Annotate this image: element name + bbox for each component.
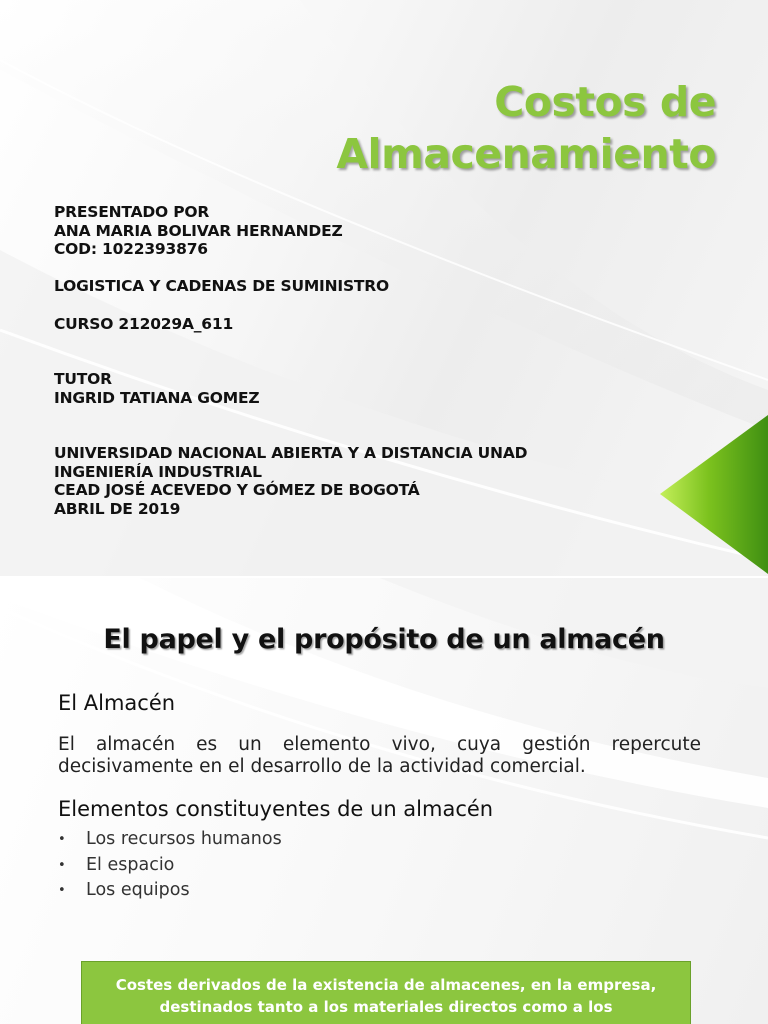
tutor-name: INGRID TATIANA GOMEZ (54, 388, 260, 407)
almacen-description: El almacén es un elemento vivo, cuya gestión repercute decisivamente en el desarrollo de la actividad comercial. (58, 734, 701, 777)
tutor-label: TUTOR (54, 370, 112, 388)
list-item (58, 853, 282, 879)
bullet-icon: • (58, 883, 66, 898)
presenter-block (54, 203, 343, 259)
list-item (58, 878, 282, 904)
title-line-2: Almacenamiento (336, 130, 716, 178)
institution-block (54, 444, 527, 518)
tutor-block (54, 370, 259, 407)
course-block (54, 315, 233, 334)
costs-callout-box (81, 961, 691, 1024)
university-name: UNIVERSIDAD NACIONAL ABIERTA Y A DISTANCIA UNAD (54, 444, 528, 462)
bullet-icon: • (58, 832, 66, 847)
list-item-text: Los equipos (86, 880, 190, 900)
presenter-code: COD: 1022393876 (54, 240, 208, 258)
section-heading-elementos: Elementos constituyentes de un almacén (58, 797, 494, 821)
presenter-label: PRESENTADO POR (54, 203, 210, 221)
callout-text: Costes derivados de la existencia de almacenes, en la empresa, destinados tanto a los materiales directos como a los (115, 976, 657, 1016)
course-code: CURSO 212029A_611 (54, 315, 234, 333)
subject-block (54, 277, 389, 296)
bullet-icon: • (58, 857, 66, 873)
list-item-text: El espacio (86, 854, 175, 875)
section-heading-almacen: El Almacén (58, 691, 176, 715)
presenter-name: ANA MARIA BOLIVAR HERNANDEZ (54, 221, 343, 240)
subject-name: LOGISTICA Y CADENAS DE SUMINISTRO (54, 277, 390, 295)
program-name: INGENIERÍA INDUSTRIAL (54, 462, 262, 481)
elements-list (58, 827, 282, 904)
presentation-title (336, 76, 716, 180)
list-item (58, 827, 282, 853)
slide-title: El papel y el propósito de un almacén (103, 624, 665, 655)
list-item-text: Los recursos humanos (86, 829, 282, 849)
center-name: CEAD JOSÉ ACEVEDO Y GÓMEZ DE BOGOTÁ (54, 481, 420, 499)
presentation-date: ABRIL DE 2019 (54, 499, 181, 518)
content-slide (0, 578, 768, 1024)
title-line-1: Costos de (494, 78, 716, 126)
